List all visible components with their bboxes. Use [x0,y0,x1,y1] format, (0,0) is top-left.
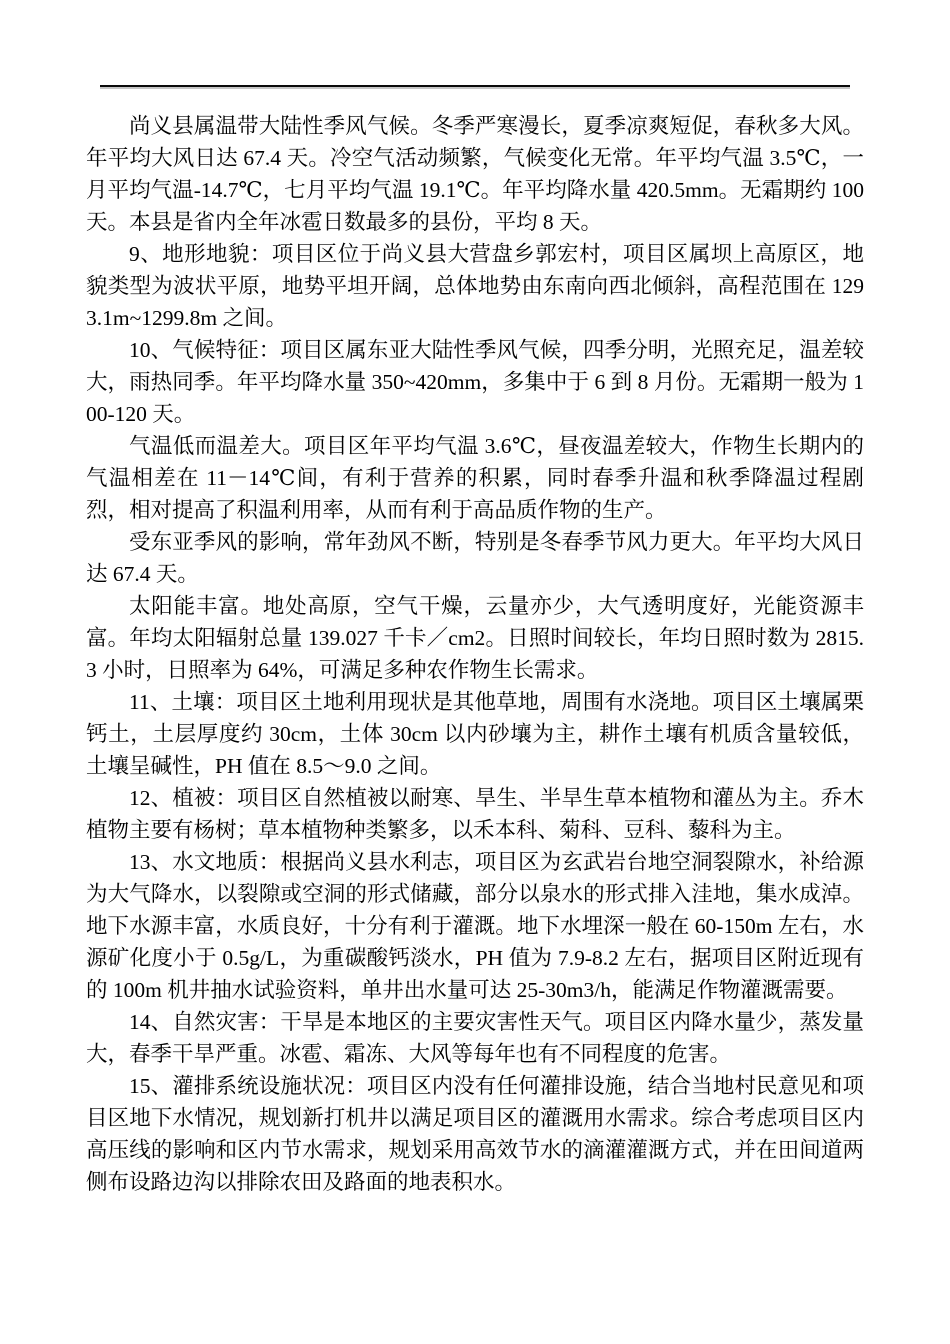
paragraph-solar-energy: 太阳能丰富。地处高原，空气干燥，云量亦少，大气透明度好，光能资源丰富。年均太阳辐射总量 139.027 千卡／cm2。日照时间较长，年均日照时数为 2815.3 小时，日照率为 64%，可满足多种农作物生长需求。 [86,594,864,682]
paragraph-12-vegetation: 12、植被：项目区自然植被以耐寒、旱生、半旱生草本植物和灌丛为主。乔木植物主要有杨树；草本植物种类繁多，以禾本科、菊科、豆科、藜科为主。 [86,786,864,842]
paragraph-14-natural-disasters: 14、自然灾害：干旱是本地区的主要灾害性天气。项目区内降水量少，蒸发量大，春季干旱严重。冰雹、霜冻、大风等每年也有不同程度的危害。 [86,1010,864,1066]
document-body [86,110,864,1198]
paragraph-monsoon-wind: 受东亚季风的影响，常年劲风不断，特别是冬春季节风力更大。年平均大风日达 67.4 天。 [86,530,864,586]
paragraph-temperature-range: 气温低而温差大。项目区年平均气温 3.6℃，昼夜温差较大，作物生长期内的气温相差在 11－14℃间，有利于营养的积累，同时春季升温和秋季降温过程剧烈，相对提高了积温利用率，从而有利于高品质作物的生产。 [86,434,864,522]
paragraph-13-hydrogeology: 13、水文地质：根据尚义县水利志，项目区为玄武岩台地空洞裂隙水，补给源为大气降水，以裂隙或空洞的形式储藏，部分以泉水的形式排入洼地，集水成淖。地下水源丰富，水质良好，十分有利于灌溉。地下水埋深一般在 60-150m 左右，水源矿化度小于 0.5g/L，为重碳酸钙淡水，PH 值为 7.9-8.2 左右，据项目区附近现有的 100m 机井抽水试验资料，单井出水量可达 25-30m3/h，能满足作物灌溉需要。 [86,850,864,1002]
paragraph-15-irrigation-drainage: 15、灌排系统设施状况：项目区内没有任何灌排设施，结合当地村民意见和项目区地下水情况，规划新打机井以满足项目区的灌溉用水需求。综合考虑项目区内高压线的影响和区内节水需求，规划采用高效节水的滴灌灌溉方式，并在田间道两侧布设路边沟以排除农田及路面的地表积水。 [86,1074,864,1194]
paragraph-9-topography: 9、地形地貌：项目区位于尚义县大营盘乡郭宏村，项目区属坝上高原区，地貌类型为波状平原，地势平坦开阔，总体地势由东南向西北倾斜，高程范围在 1293.1m~1299.8m 之间。 [86,242,864,330]
header-rule [100,85,850,89]
paragraph-11-soil: 11、土壤：项目区土地利用现状是其他草地，周围有水浇地。项目区土壤属栗钙土，土层厚度约 30cm，土体 30cm 以内砂壤为主，耕作土壤有机质含量较低，土壤呈碱性，PH 值在 8.5～9.0 之间。 [86,690,864,778]
paragraph-10-climate-features: 10、气候特征：项目区属东亚大陆性季风气候，四季分明，光照充足，温差较大，雨热同季。年平均降水量 350~420mm，多集中于 6 到 8 月份。无霜期一般为 100-120 天。 [86,338,864,426]
paragraph-county-climate: 尚义县属温带大陆性季风气候。冬季严寒漫长，夏季凉爽短促，春秋多大风。年平均大风日达 67.4 天。冷空气活动频繁，气候变化无常。年平均气温 3.5℃，一月平均气温-14.7℃，七月平均气温 19.1℃。年平均降水量 420.5mm。无霜期约 100 天。本县是省内全年冰雹日数最多的县份，平均 8 天。 [86,114,864,234]
